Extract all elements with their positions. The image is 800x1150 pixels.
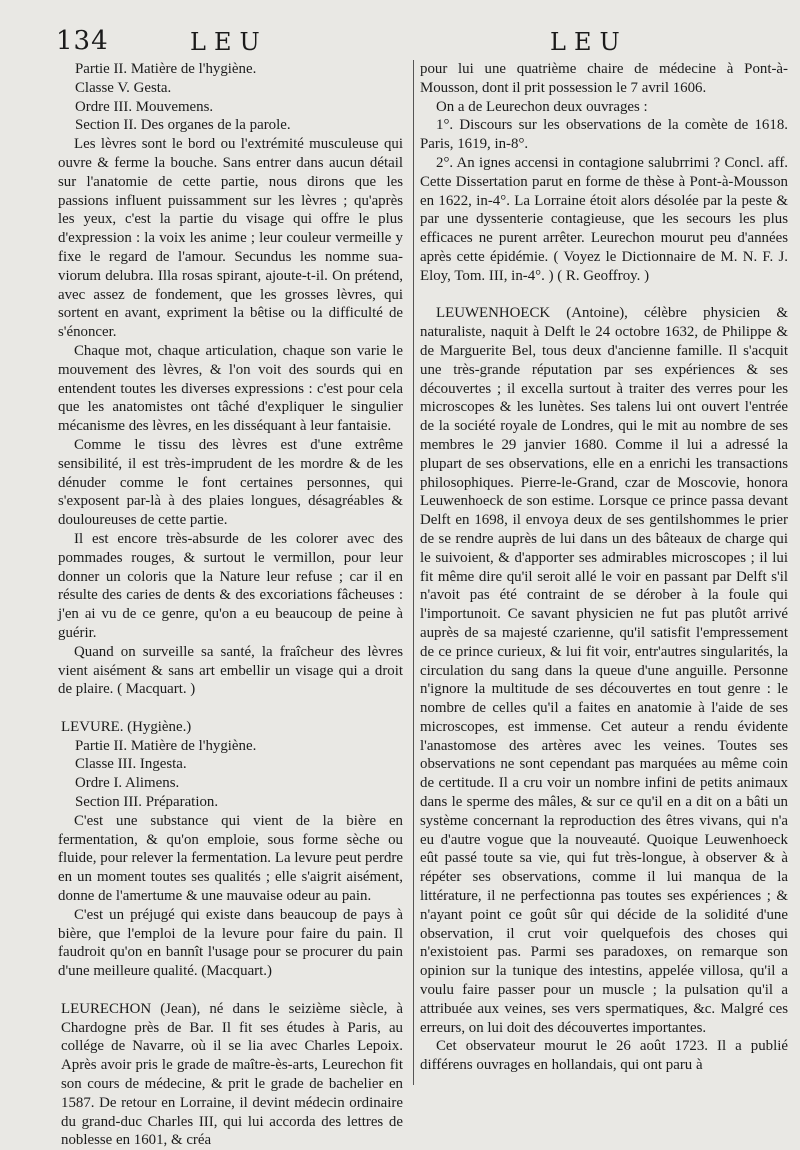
paragraph: Il est encore très-absurde de les colorer avec des pommades rouges, & surtout le vermillon, pour leur donner un coloris que la Nature leur refuse ; car il en résulte des caries de dents & des excoriations fâcheuses : j'en ai vu de ce genre, qu'on a eu beaucoup de peine à guérir. bbox=[58, 530, 403, 641]
entry-title-levure: LEVURE. (Hygiène.) bbox=[61, 718, 192, 735]
entry-leuwenhoeck: LEUWENHOECK (Antoine), célèbre physicien & naturaliste, naquit à Delft le 24 octobre 1632, de Philippe & de Marguerite Bel, tous deux d'ancienne famille. Il s'acquit une très-grande réputation par ses expériences & ses découvertes ; il excella surtout à traiter des verres pour les microscopes & les lunètes. Ses talens lui ont ouvert l'entrée de la société royale de Londres, qui le mit au nombre de ses membres le 29 janvier 1680. Comme il lui a adressé la plupart de ses observations, elle en a enrichi les transactions philosophiques. Pierre-le-Grand, czar de Moscovie, honora Leuwenhoeck de son estime. Lorsque ce prince passa devant Delft en 1698, il envoya deux de ses gentilshommes le prier de se rendre auprès de lui dans un des bâteaux de charge qui le suivoient, & d'apporter ses admirables microscopes ; il lui fit même dire qu'il seroit allé le voir en passant par Delft s'il n'avoit pas été contraint de se dérober à la foule qui l'importunoit. Ce savant physicien ne fut pas plutôt arrivé auprès de sa majesté czarienne, qu'il satisfit l'empressement de ce prince curieux, & lui fit voir, entr'autres singularités, la circulation du sang dans la queue d'une anguille. Personne n'ignore la multitude de ses découvertes en tout genre : le nombre de celles qu'il a faites en anatomie à l'aide de ses microscopes, est immense. Cet auteur a rendu évidente l'anastomose des artères avec les veines. Toutes ses observations ne sont cependant pas marquées au même coin de certitude. Il a cru voir un nombre infini de petits animaux dans le sperme des mâles, & sur ce qu'il en a dit on a bâti un système concernant la reproduction des êtres vivans, qui n'a eu d'autre vogue que la nouveauté. Quoique Leuwenhoeck eût passé toute sa vie, qui fut très-longue, à observer & à répéter ses observations, comme il lui manqua de la littérature, il ne perfectionna pas toutes ses expériences ; & n'ayant point ce goût sûr qui décide de la solidité d'une observation, il crut voir quelquefois des choses qui n'existoient pas. Parmi ses paradoxes, on remarque son opinion sur la tunique des intestins, appelée villosa, qu'il a voulu faire passer pour un muscle ; la pulsation qu'il a attribuée aux veines, ses vers spermatiques, &c. Malgré ces erreurs, on lui doit des découvertes importantes. bbox=[420, 305, 788, 1036]
paragraph: On a de Leurechon deux ouvrages : bbox=[436, 98, 648, 115]
paragraph: Quand on surveille sa santé, la fraîcheur des lèvres vient aisément & sans art embellir un visage qui a droit de plaire. ( Macquart. ) bbox=[58, 643, 403, 698]
paragraph: pour lui une quatrième chaire de médecine à Pont-à-Mousson, dont il prit possession le 7 avril 1606. bbox=[420, 61, 788, 96]
entry-leurechon: LEURECHON (Jean), né dans le seizième siècle, à Chardogne près de Bar. Il fit ses études à Paris, au collége de Navarre, où il se lia avec Charles Lepoix. Après avoir pris le grade de maître-ès-arts, Leurechon fit son cours de médecine, & prit le grade de bachelier en 1587. De retour en Lorraine, il devint médecin ordinaire du grand-duc Charles III, qui lui accorda des lettres de noblesse en 1601, & créa bbox=[61, 1000, 403, 1149]
classification-line: Section III. Préparation. bbox=[75, 794, 219, 811]
right-column bbox=[420, 60, 788, 1075]
classification-line: Section II. Des organes de la parole. bbox=[75, 117, 291, 134]
paragraph: Les lèvres sont le bord ou l'extrémité musculeuse qui ouvre & ferme la bouche. Sans entrer dans aucun détail sur l'anatomie de cette partie, nous dirons que les passions influent puissamment sur les lèvres ; qu'après les yeux, c'est la partie du visage qui offre le plus d'expression : la voix les anime ; leur couleur vermeille y fixe le regard de l'amour. Secundus les nomme sua-viorum delubra. Illa rosas spirant, ajoute-t-il. On prétend, avec assez de fondement, que les grosses lèvres, qui sortent en avant, expriment la bêtise ou la difficulté de s'énoncer. bbox=[58, 136, 403, 341]
spacer bbox=[58, 981, 403, 1000]
spacer bbox=[58, 699, 403, 718]
running-header bbox=[0, 22, 800, 56]
headword-right: LEU bbox=[550, 28, 628, 56]
classification-line: Ordre III. Mouvemens. bbox=[75, 98, 214, 115]
classification-line: Ordre I. Alimens. bbox=[75, 775, 180, 792]
classification-line: Partie II. Matière de l'hygiène. bbox=[75, 61, 257, 77]
headword-left: LEU bbox=[190, 28, 268, 56]
classification-line: Classe III. Ingesta. bbox=[75, 756, 187, 773]
paragraph: Cet observateur mourut le 26 août 1723. Il a publié différens ouvrages en hollandais, qui ont paru à bbox=[420, 1038, 788, 1074]
paragraph: Chaque mot, chaque articulation, chaque son varie le mouvement des lèvres, & l'on voit des sourds qui en entendent toutes les diverses expressions : c'est pour cela que les anatomistes ont tâché d'expliquer le singulier mécanisme des lèvres, en les disséquant à leur fantaisie. bbox=[58, 342, 403, 435]
list-item: 1°. Discours sur les observations de la comète de 1618. Paris, 1619, in-8°. bbox=[420, 117, 788, 153]
list-item: 2°. An ignes accensi in contagione salubrrimi ? Concl. aff. Cette Dissertation parut en forme de thèse à Pont-à-Mousson en 1622, in-4°. La Lorraine étoit alors désolée par la peste & par une dyssenterie contagieuse, que les secours les plus efficaces ne purent arrêter. Leurechon mourut peu d'années après cette épidémie. ( Voyez le Dictionnaire de M. N. F. J. Eloy, Tom. III, in-4°. ) ( R. Geoffroy. ) bbox=[420, 154, 788, 284]
column-divider bbox=[413, 60, 414, 1085]
spacer bbox=[420, 286, 788, 305]
paragraph: Comme le tissu des lèvres est d'une extrême sensibilité, il est très-imprudent de les mordre & de les dénuder comme le font certaines personnes, qui s'exposent par-là à des plaies longues, désagréables & douloureuses de cette partie. bbox=[58, 436, 403, 529]
paragraph: C'est un préjugé qui existe dans beaucoup de pays à bière, que l'emploi de la levure pour faire du pain. Il faudroit qu'on en bannît l'usage pour se procurer du pain d'une meilleure qualité. (Macquart.) bbox=[58, 906, 403, 980]
classification-line: Partie II. Matière de l'hygiène. bbox=[75, 737, 257, 754]
classification-line: Classe V. Gesta. bbox=[75, 79, 172, 96]
left-column bbox=[58, 60, 403, 1150]
page-number: 134 bbox=[56, 26, 109, 56]
paragraph: C'est une substance qui vient de la bière en fermentation, & qu'on emploie, sous forme sèche ou fluide, pour relever la fermentation. La levure peut perdre en un moment toutes ses qualités ; elle s'aigrit aisément, donne de l'amertume & une mauvaise odeur au pain. bbox=[58, 812, 403, 905]
